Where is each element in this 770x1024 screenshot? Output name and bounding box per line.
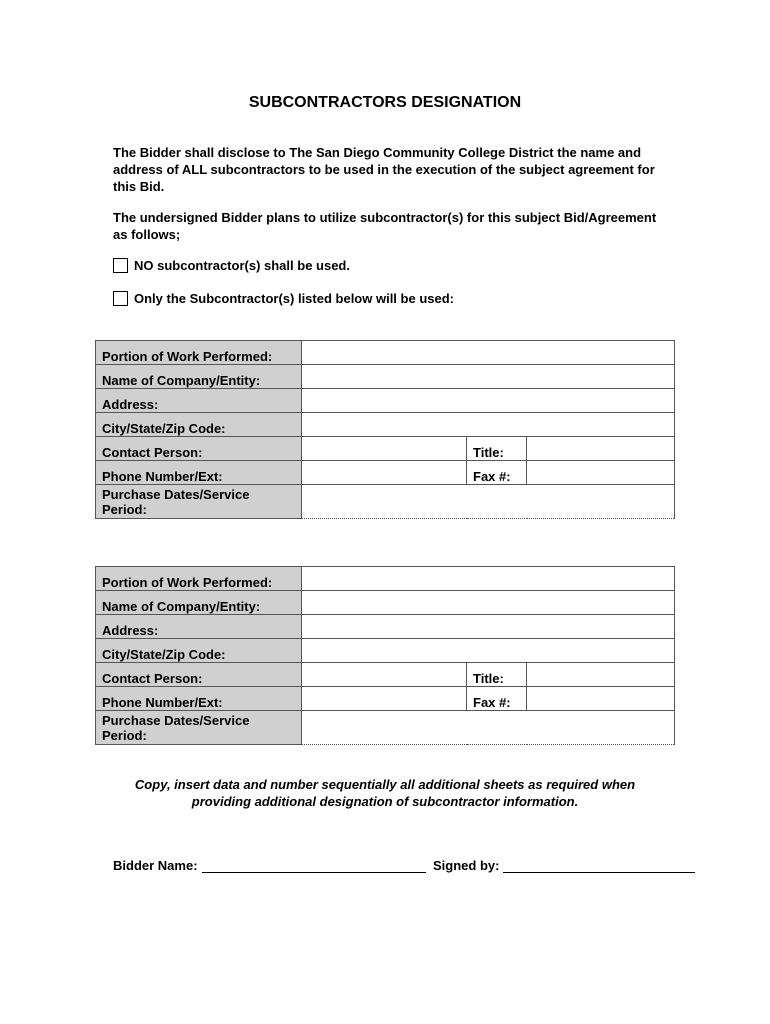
fax-field-1[interactable]	[527, 461, 675, 485]
option-listed-subcontractors	[113, 291, 454, 306]
subcontractor-table-2	[95, 566, 675, 745]
purchase-label-line2: Period:	[102, 502, 147, 517]
bidder-name-label: Bidder Name:	[113, 858, 198, 873]
portion-field-1[interactable]	[302, 341, 675, 365]
listed-subcontractors-label: Only the Subcontractor(s) listed below will be used:	[134, 291, 454, 306]
phone-label: Phone Number/Ext:	[96, 687, 302, 711]
company-label: Name of Company/Entity:	[96, 365, 302, 389]
purchase-label-line1: Purchase Dates/Service	[102, 713, 250, 728]
title-field-1[interactable]	[527, 437, 675, 461]
phone-field-1[interactable]	[302, 461, 467, 485]
no-subcontractors-label: NO subcontractor(s) shall be used.	[134, 258, 350, 273]
fax-label: Fax #:	[467, 461, 527, 485]
plan-paragraph: The undersigned Bidder plans to utilize subcontractor(s) for this subject Bid/Agreement as follows;	[113, 210, 657, 242]
address-label: Address:	[96, 389, 302, 413]
portion-label: Portion of Work Performed:	[96, 567, 302, 591]
city-label: City/State/Zip Code:	[96, 639, 302, 663]
city-label: City/State/Zip Code:	[96, 413, 302, 437]
portion-field-2[interactable]	[302, 567, 675, 591]
address-label: Address:	[96, 615, 302, 639]
option-no-subcontractors	[113, 258, 350, 273]
title-field-2[interactable]	[527, 663, 675, 687]
page-title: SUBCONTRACTORS DESIGNATION	[248, 94, 522, 111]
fax-field-2[interactable]	[527, 687, 675, 711]
company-field-1[interactable]	[302, 365, 675, 389]
signed-by-label: Signed by:	[433, 858, 500, 873]
listed-subcontractors-checkbox[interactable]	[113, 291, 128, 306]
title-label: Title:	[467, 437, 527, 461]
signed-by-line[interactable]	[503, 858, 695, 873]
signed-by-group	[433, 858, 695, 873]
city-field-2[interactable]	[302, 639, 675, 663]
contact-field-1[interactable]	[302, 437, 467, 461]
company-field-2[interactable]	[302, 591, 675, 615]
purchase-label-line1: Purchase Dates/Service	[102, 487, 250, 502]
city-field-1[interactable]	[302, 413, 675, 437]
no-subcontractors-checkbox[interactable]	[113, 258, 128, 273]
purchase-label	[96, 485, 302, 519]
contact-field-2[interactable]	[302, 663, 467, 687]
address-field-1[interactable]	[302, 389, 675, 413]
company-label: Name of Company/Entity:	[96, 591, 302, 615]
purchase-label-line2: Period:	[102, 728, 147, 743]
portion-label: Portion of Work Performed:	[96, 341, 302, 365]
intro-paragraph: The Bidder shall disclose to The San Diego Community College District the name and address of ALL subcontractors to be used in the execution of the subject agreement for this Bid.	[113, 145, 655, 194]
bidder-name-line[interactable]	[202, 858, 426, 873]
title-label: Title:	[467, 663, 527, 687]
instruction-note	[0, 776, 770, 810]
phone-label: Phone Number/Ext:	[96, 461, 302, 485]
purchase-label	[96, 711, 302, 745]
fax-label: Fax #:	[467, 687, 527, 711]
contact-label: Contact Person:	[96, 663, 302, 687]
phone-field-2[interactable]	[302, 687, 467, 711]
address-field-2[interactable]	[302, 615, 675, 639]
instruction-note-line1: Copy, insert data and number sequentially all additional sheets as required when	[134, 777, 636, 792]
purchase-field-1[interactable]	[302, 485, 675, 519]
contact-label: Contact Person:	[96, 437, 302, 461]
bidder-name-group	[113, 858, 426, 873]
subcontractor-table-1	[95, 340, 675, 519]
purchase-field-2[interactable]	[302, 711, 675, 745]
instruction-note-line2: providing additional designation of subcontractor information.	[191, 794, 579, 809]
